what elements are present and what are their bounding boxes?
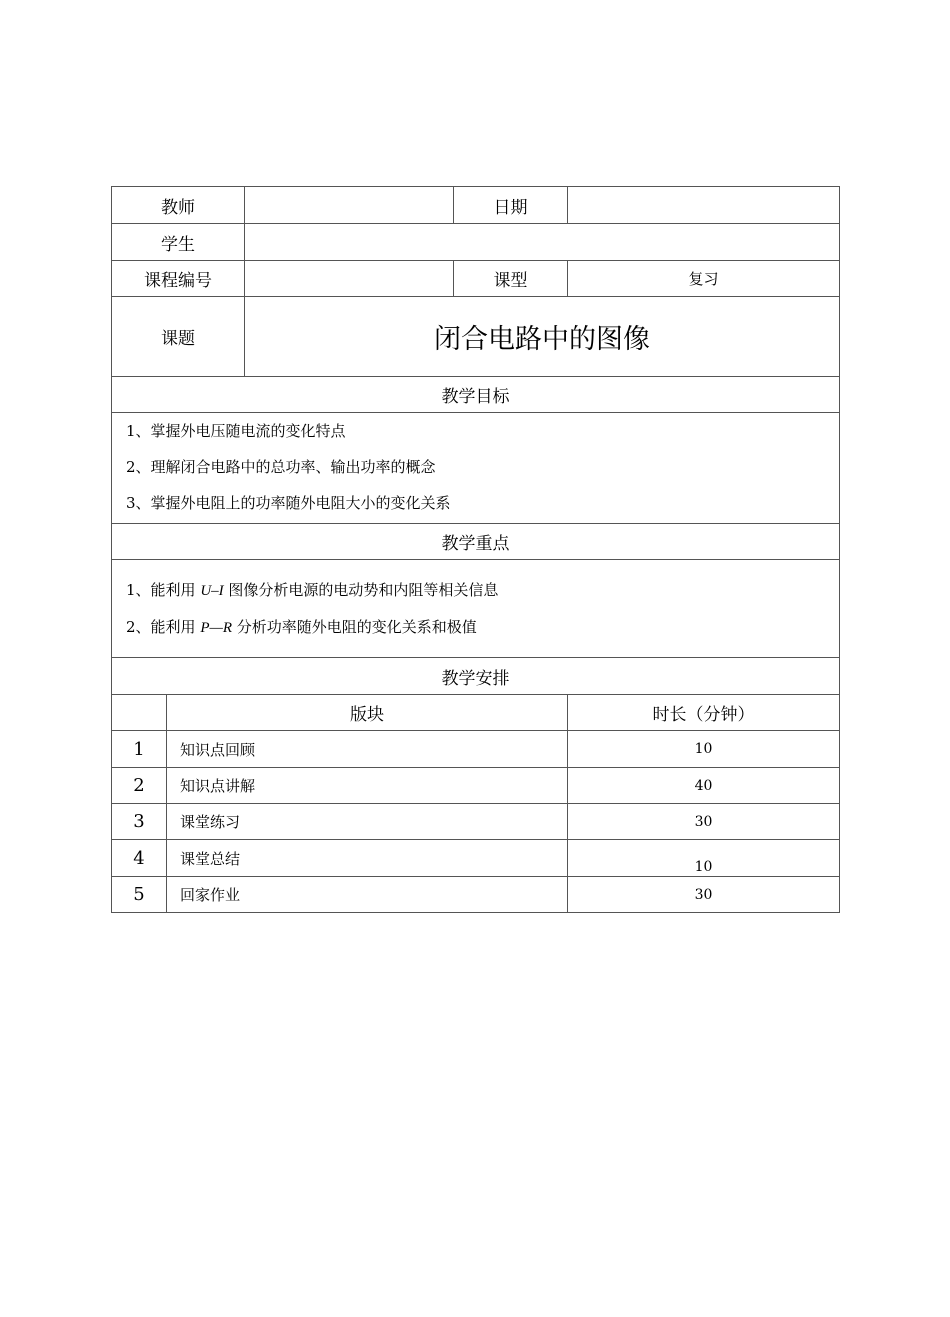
student-value [245, 224, 840, 261]
course-no-value [245, 261, 454, 297]
key-point-math: P—R [200, 619, 232, 636]
key-point-prefix: 1、能利用 [126, 580, 201, 599]
block-name: 回家作业 [167, 877, 568, 913]
duration-minutes: 10 [568, 731, 840, 768]
key-point-math: U–I [200, 582, 224, 599]
lesson-plan-table [111, 186, 840, 913]
key-point-item [126, 572, 825, 609]
student-label: 学生 [112, 224, 245, 261]
key-point-suffix: 分析功率随外电阻的变化关系和极值 [231, 617, 477, 636]
block-name: 课堂练习 [167, 804, 568, 840]
date-label: 日期 [454, 187, 568, 224]
block-name: 课堂总结 [167, 840, 568, 877]
objectives-heading: 教学目标 [112, 377, 840, 413]
block-name: 知识点讲解 [167, 768, 568, 804]
row-number: 3 [112, 804, 167, 840]
key-points-heading: 教学重点 [112, 524, 840, 560]
topic-label: 课题 [112, 297, 245, 377]
table-row [112, 804, 840, 840]
lesson-plan-sheet [111, 186, 839, 913]
duration-column-header: 时长（分钟） [568, 695, 840, 731]
duration-minutes: 30 [568, 877, 840, 913]
block-name: 知识点回顾 [167, 731, 568, 768]
key-points-list [112, 560, 840, 658]
course-row [112, 261, 840, 297]
schedule-index-header [112, 695, 167, 731]
table-row [112, 768, 840, 804]
row-number: 5 [112, 877, 167, 913]
table-row [112, 840, 840, 877]
key-point-prefix: 2、能利用 [126, 617, 201, 636]
teacher-label: 教师 [112, 187, 245, 224]
objectives-heading-row [112, 377, 840, 413]
duration-minutes: 30 [568, 804, 840, 840]
key-points-row [112, 560, 840, 658]
row-number: 1 [112, 731, 167, 768]
row-number: 4 [112, 840, 167, 877]
objective-item: 3、掌握外电阻上的功率随外电阻大小的变化关系 [126, 494, 451, 512]
block-column-header: 版块 [167, 695, 568, 731]
topic-row [112, 297, 840, 377]
schedule-heading-row [112, 658, 840, 695]
schedule-heading: 教学安排 [112, 658, 840, 695]
duration-minutes: 40 [568, 768, 840, 804]
objectives-list [112, 413, 840, 524]
key-points-heading-row [112, 524, 840, 560]
table-row [112, 731, 840, 768]
row-number: 2 [112, 768, 167, 804]
teacher-value [245, 187, 454, 224]
topic-title: 闭合电路中的图像 [245, 297, 840, 377]
objective-item: 1、掌握外电压随电流的变化特点 [126, 422, 346, 440]
lesson-type-value: 复习 [568, 261, 840, 297]
teacher-date-row [112, 187, 840, 224]
key-point-suffix: 图像分析电源的电动势和内阻等相关信息 [223, 580, 499, 599]
key-point-item [126, 609, 825, 646]
objective-item: 2、理解闭合电路中的总功率、输出功率的概念 [126, 458, 436, 476]
date-value [568, 187, 840, 224]
objectives-row [112, 413, 840, 524]
schedule-header-row [112, 695, 840, 731]
student-row [112, 224, 840, 261]
lesson-type-label: 课型 [454, 261, 568, 297]
table-row [112, 877, 840, 913]
course-no-label: 课程编号 [112, 261, 245, 297]
duration-minutes: 10 [568, 840, 840, 877]
